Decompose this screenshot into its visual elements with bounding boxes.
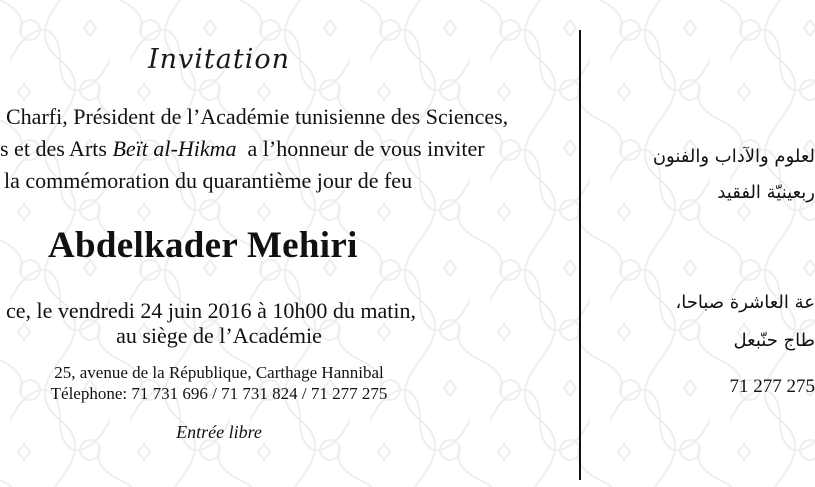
host-line: Charfi, Président de l’Académie tunisienne des Sciences, [6, 104, 509, 129]
arabic-venue-line: طاج حنّبعل [733, 330, 815, 351]
address-line: 25, avenue de la République, Carthage Hannibal [54, 363, 384, 382]
venue-line: au siège de l’Académie [116, 323, 322, 348]
commemoration-line: la commémoration du quarantième jour de feu [4, 168, 413, 193]
arabic-commemoration-line: ربعينيّة الفقيد [717, 182, 815, 203]
deceased-name: Abdelkader Mehiri [48, 225, 358, 266]
arabic-academy-line: لعلوم والآداب والفنون [652, 146, 815, 167]
invitation-title: Invitation [147, 44, 291, 75]
phone-line: Télephone: 71 731 696 / 71 731 824 / 71 277 275 [50, 384, 388, 403]
academy-line-suffix: a l’honneur de vous inviter [236, 136, 485, 161]
panel-divider [579, 30, 581, 480]
academy-line-prefix: s et des Arts [0, 136, 113, 161]
date-line: ce, le vendredi 24 juin 2016 à 10h00 du matin, [6, 298, 416, 323]
entry-note: Entrée libre [176, 422, 262, 442]
arabic-time-line: عة العاشرة صباحا، [675, 292, 815, 313]
academy-name: Beït al-Hikma [112, 136, 237, 161]
academy-line [0, 136, 485, 162]
arabic-phone-line: 71 277 275 [729, 376, 815, 397]
